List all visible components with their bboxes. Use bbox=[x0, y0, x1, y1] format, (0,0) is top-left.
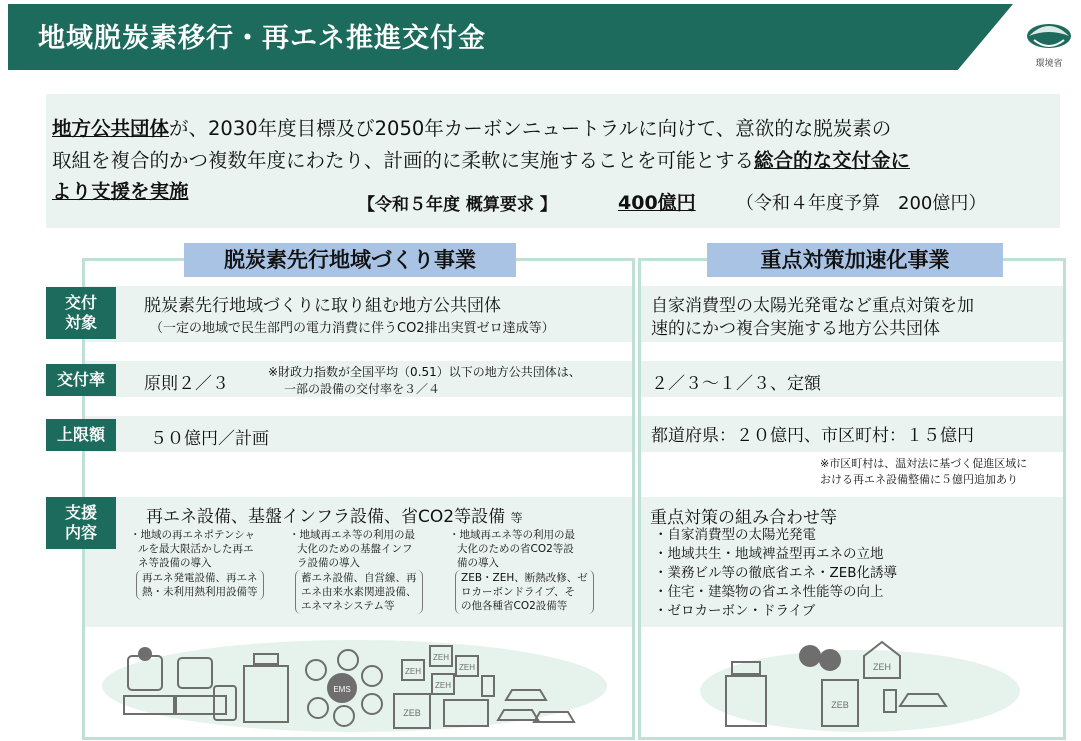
right-section-header: 重点対策加速化事業 bbox=[707, 243, 1003, 277]
col2-bullet-3: ラ設備の導入 bbox=[297, 557, 360, 569]
left-target-main: 脱炭素先行地域づくりに取り組む地方公共団体 bbox=[144, 296, 501, 316]
col2-bullet-2: 大化のための基盤インフ bbox=[297, 543, 413, 555]
intro-line-1 bbox=[52, 114, 891, 144]
ev-charger-icon bbox=[884, 690, 896, 712]
ev-car-icon bbox=[900, 694, 946, 706]
solar-panel-icon bbox=[124, 696, 174, 714]
left-content-col-2 bbox=[289, 528, 439, 614]
right-content-list bbox=[654, 526, 897, 621]
left-content-col-3 bbox=[449, 528, 599, 614]
col2-bracket bbox=[295, 570, 423, 614]
label-target-line2: 対象 bbox=[64, 313, 97, 332]
label-content bbox=[46, 497, 116, 549]
col1-bracket-1: 再エネ発電設備、再エネ bbox=[142, 572, 258, 584]
label-content-line2: 内容 bbox=[64, 523, 97, 542]
label-target bbox=[46, 287, 116, 339]
page-title: 地域脱炭素移行・再エネ推進交付金 bbox=[38, 23, 486, 54]
zeh-label-right: ZEH bbox=[873, 662, 891, 672]
right-limit-note-1: ※市区町村は、温対法に基づく促進区域に bbox=[820, 457, 1028, 470]
zeb-label: ZEB bbox=[403, 708, 421, 718]
col3-bullet-1: ・地域再エネ等の利用の最 bbox=[449, 529, 575, 541]
left-target-sub: （一定の地域で民生部門の電力消費に伴うCO2排出実質ゼロ達成等） bbox=[150, 321, 555, 336]
right-item-4: ・住宅・建築物の省エネ性能等の向上 bbox=[654, 584, 884, 600]
intro-highlight-2: 総合的な交付金に bbox=[754, 149, 911, 172]
right-item-5: ・ゼロカーボン・ドライブ bbox=[654, 603, 816, 619]
logo-label: 環境省 bbox=[1035, 59, 1063, 69]
right-limit-note-2: おける再エネ設備整備に５億円追加あり bbox=[820, 473, 1018, 486]
zeb-label-right: ZEB bbox=[831, 700, 849, 710]
label-limit: 上限額 bbox=[46, 419, 116, 451]
apartment-solar-icon bbox=[726, 676, 766, 726]
zeh-label-4: ZEH bbox=[435, 681, 451, 690]
sun-icon bbox=[139, 648, 151, 660]
left-content-title bbox=[146, 502, 523, 527]
left-rate-note-1: ※財政力指数が全国平均（0.51）以下の地方公共団体は、 bbox=[268, 365, 581, 379]
intro-highlight-3: より支援を実施 bbox=[52, 180, 189, 203]
roof-solar-icon bbox=[254, 654, 278, 664]
intro-line-2 bbox=[52, 146, 910, 176]
building-icon-2 bbox=[444, 700, 488, 726]
ems-label: EMS bbox=[333, 685, 351, 694]
col2-bracket-2: エネ由来水素関連設備、 bbox=[301, 586, 417, 598]
hydrogen-icon bbox=[334, 706, 354, 726]
col3-bullet-2: 大化のための省CO2等設 bbox=[457, 543, 574, 555]
zeh-label-1: ZEH bbox=[405, 667, 421, 676]
left-section-header: 脱炭素先行地域づくり事業 bbox=[184, 243, 516, 277]
factory-icon bbox=[362, 694, 382, 714]
right-limit: 都道府県：２０億円、市区町村：１５億円 bbox=[651, 426, 974, 446]
car-icon-3 bbox=[534, 712, 574, 722]
col1-bullet-2: ルを最大限活かした再エ bbox=[138, 543, 254, 555]
zeh-house-icon-right bbox=[864, 642, 900, 678]
left-rate-note-2: 一部の設備の交付率を３／４ bbox=[284, 382, 441, 396]
ev-charge-icon bbox=[178, 658, 212, 688]
battery-icon-2 bbox=[308, 698, 328, 718]
left-content-col-1 bbox=[130, 528, 280, 600]
chart-icon bbox=[362, 666, 382, 686]
intro-text-2: 取組を複合的かつ複数年度にわたり、計画的に柔軟に実施することを可能とする bbox=[52, 149, 755, 172]
col3-bracket-3: の他各種省CO2設備等 bbox=[461, 600, 568, 612]
car-icon-1 bbox=[506, 690, 546, 700]
col2-bracket-1: 蓄エネ設備、自営線、再 bbox=[301, 572, 417, 584]
tree-icon-2 bbox=[820, 650, 840, 670]
right-target-line1: 自家消費型の太陽光発電など重点対策を加 bbox=[651, 296, 974, 316]
roof-solar-icon-right bbox=[732, 662, 760, 674]
right-item-2: ・地域共生・地域裨益型再エネの立地 bbox=[654, 546, 884, 562]
apartment-icon bbox=[244, 666, 288, 722]
left-rate-main: 原則２／３ bbox=[144, 374, 229, 394]
col1-bracket bbox=[136, 570, 264, 600]
intro-text-1: が、2030年度目標及び2050年カーボンニュートラルに向けて、意欲的な脱炭素の bbox=[169, 117, 892, 140]
right-item-1: ・自家消費型の太陽光発電 bbox=[654, 527, 816, 543]
intro-highlight-1: 地方公共団体 bbox=[52, 117, 170, 140]
label-content-line1: 支援 bbox=[64, 503, 97, 522]
left-content-title-suffix: 等 bbox=[510, 511, 523, 525]
intro-line-3 bbox=[52, 177, 189, 207]
col1-bracket-2: 熱・未利用熱利用設備等 bbox=[142, 586, 258, 598]
meter-icon bbox=[306, 660, 326, 680]
car-icon-2 bbox=[498, 710, 538, 720]
col3-bullet-3: 備の導入 bbox=[457, 557, 499, 569]
left-content-title-main: 再エネ設備、基盤インフラ設備、省CO2等設備 bbox=[146, 507, 506, 527]
building-icon bbox=[338, 650, 358, 670]
right-content-title: 重点対策の組み合わせ等 bbox=[650, 508, 837, 528]
label-target-line1: 交付 bbox=[64, 293, 97, 312]
tree-icon-1 bbox=[800, 646, 820, 666]
budget-request-amount: 400億円 bbox=[618, 192, 696, 214]
solar-panel-icon-2 bbox=[176, 696, 226, 714]
label-rate: 交付率 bbox=[46, 364, 116, 396]
zeh-label-3: ZEH bbox=[459, 663, 475, 672]
col3-bracket bbox=[455, 570, 594, 614]
col1-bullet-1: ・地域の再エネポテンシャ bbox=[130, 529, 256, 541]
budget-request-label: 【令和５年度 概算要求 】 bbox=[358, 195, 557, 215]
right-item-3: ・業務ビル等の徹底省エネ・ZEB化誘導 bbox=[654, 565, 898, 581]
col3-bracket-2: ロカーボンドライブ、そ bbox=[461, 586, 576, 598]
col3-bracket-1: ZEB・ZEH、断熱改修、ゼ bbox=[461, 572, 588, 584]
right-rate: ２／３～１／３、定額 bbox=[651, 374, 821, 394]
zeh-label-2: ZEH bbox=[433, 653, 449, 662]
previous-budget: （令和４年度予算 200億円） bbox=[736, 193, 987, 214]
col2-bracket-3: エネマネシステム等 bbox=[301, 600, 395, 612]
house-solar-icon bbox=[128, 656, 162, 690]
col2-bullet-1: ・地域再エネ等の利用の最 bbox=[289, 529, 415, 541]
left-limit: ５０億円／計画 bbox=[150, 429, 269, 449]
right-target-line2: 速的にかつ複合実施する地方公共団体 bbox=[651, 319, 940, 339]
right-illustration bbox=[702, 636, 1022, 734]
left-illustration bbox=[104, 636, 604, 734]
charger-icon bbox=[482, 676, 494, 696]
col1-bullet-3: ネ等設備の導入 bbox=[138, 557, 212, 569]
